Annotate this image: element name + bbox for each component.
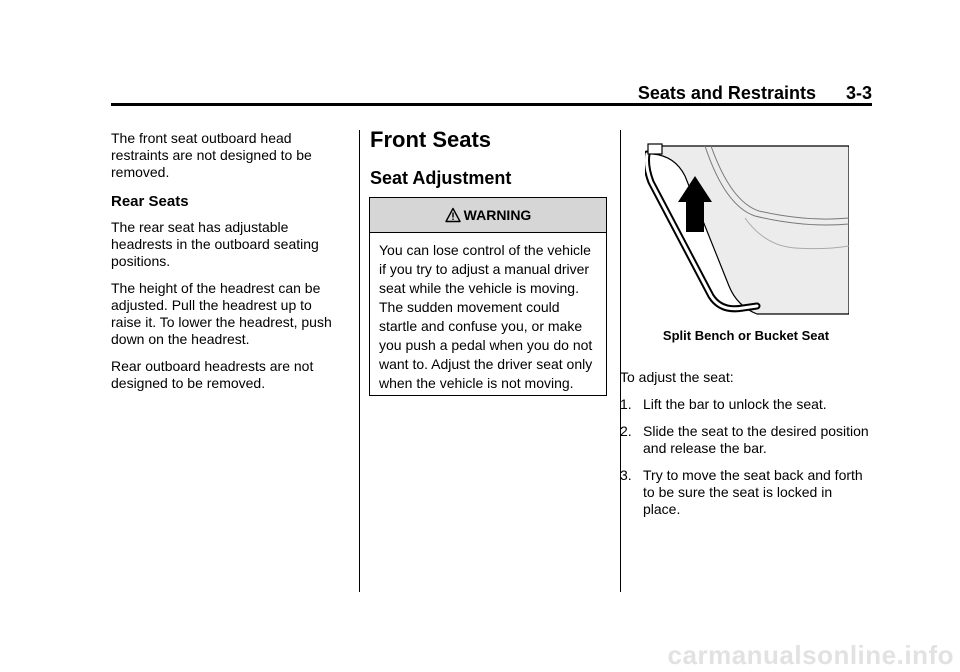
section-title: Seats and Restraints [637, 83, 816, 103]
seat-adjustment-figure [645, 136, 849, 316]
header-rule [111, 103, 872, 106]
warning-box [369, 197, 607, 396]
step-number: 2. [620, 423, 632, 439]
paragraph: The height of the headrest can be adjusted. Pull the headrest up to raise it. To lower the headrest, push down on the headrest. [111, 280, 332, 347]
warning-header [370, 198, 606, 233]
step-text: Try to move the seat back and forth to be sure the seat is locked in place. [643, 467, 863, 517]
right-column [620, 369, 872, 528]
step-text: Slide the seat to the desired position and release the bar. [643, 423, 869, 456]
step-item [620, 423, 872, 457]
step-number: 3. [620, 467, 632, 483]
step-item [620, 396, 872, 413]
intro-paragraph: The front seat outboard head restraints are not designed to be removed. [111, 130, 312, 180]
front-seats-heading: Front Seats [370, 127, 492, 152]
step-number: 1. [620, 396, 632, 412]
figure-caption: Split Bench or Bucket Seat [662, 328, 830, 343]
warning-label: WARNING [463, 207, 532, 223]
watermark: carmanualsonline.info [667, 640, 954, 670]
page-header [111, 82, 872, 104]
paragraph: The rear seat has adjustable headrests in the outboard seating positions. [111, 219, 319, 269]
header-title-line [638, 82, 872, 104]
column-divider-1 [359, 130, 360, 592]
steps-intro: To adjust the seat: [620, 369, 734, 385]
step-text: Lift the bar to unlock the seat. [643, 396, 827, 412]
warning-triangle-icon [445, 207, 461, 223]
seat-adjustment-heading: Seat Adjustment [370, 168, 512, 188]
left-column [111, 130, 339, 402]
page-number: 3-3 [845, 83, 872, 103]
steps-list [620, 396, 872, 518]
rear-seats-heading: Rear Seats [111, 193, 189, 210]
step-item [620, 467, 872, 518]
warning-text: You can lose control of the vehicle if you try to adjust a manual driver seat while the vehicle is moving. The sudden movement could startle and confuse you, or make you push a pedal when you do not want to. Adjust the driver seat only when the vehicle is not moving. [379, 242, 593, 391]
paragraph: Rear outboard headrests are not designed to be removed. [111, 358, 314, 391]
